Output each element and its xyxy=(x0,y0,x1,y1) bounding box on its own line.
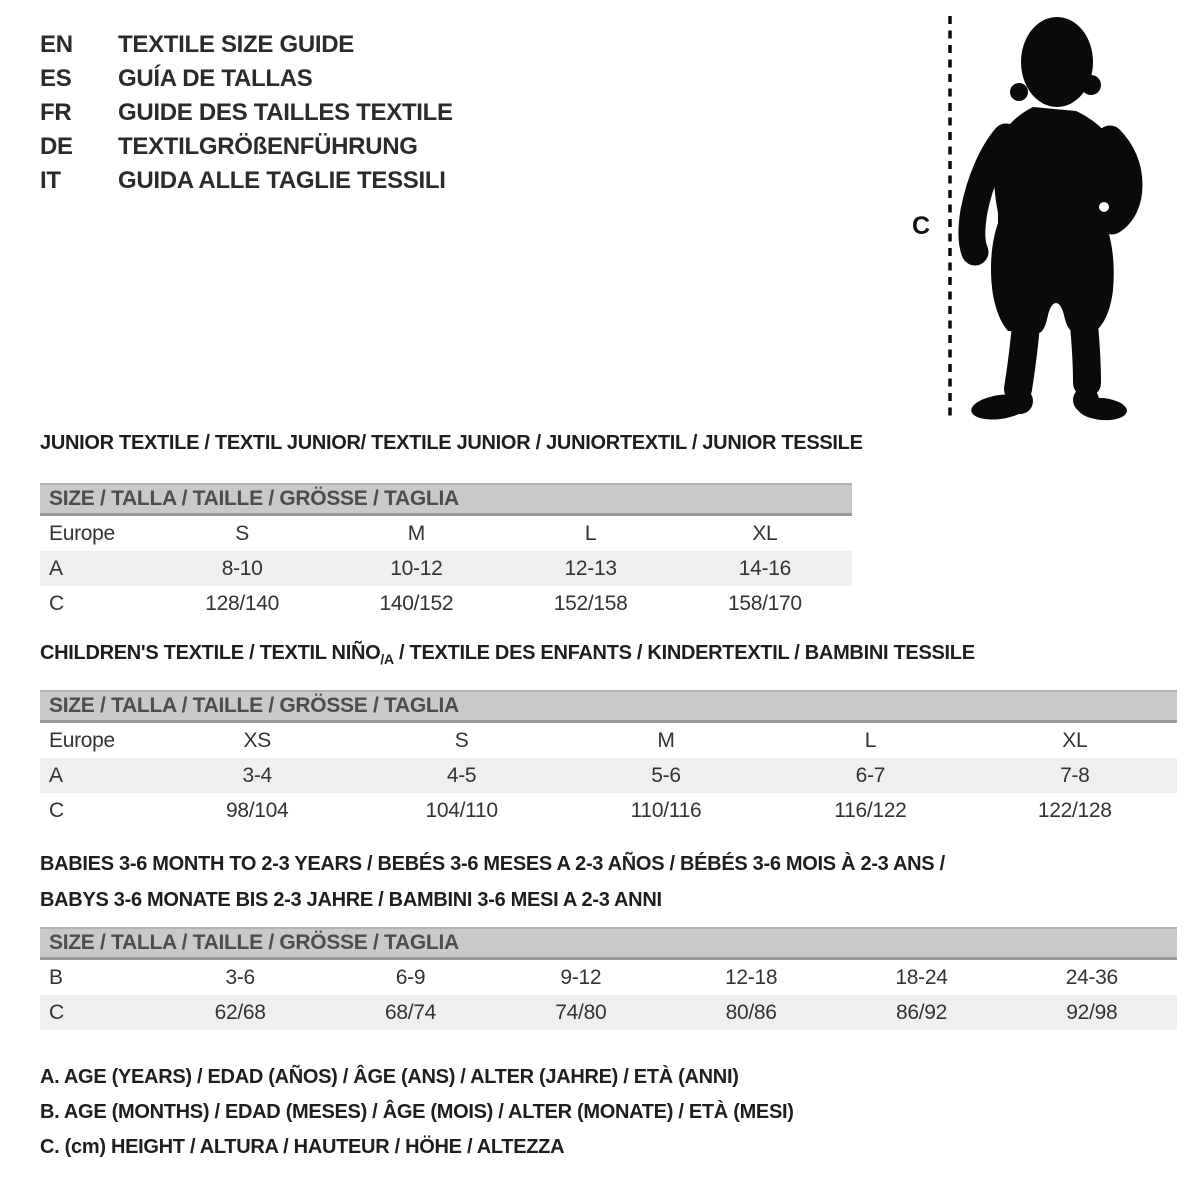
table-row-height-cm xyxy=(40,793,1177,828)
language-row-fr xyxy=(40,96,453,130)
table-row-age-years xyxy=(40,551,852,586)
table-row-height-cm xyxy=(40,995,1177,1030)
row-label: C xyxy=(49,591,64,615)
language-code: FR xyxy=(40,99,72,126)
height-cell: 98/104 xyxy=(225,798,289,822)
age-cell: 7-8 xyxy=(1060,763,1090,787)
title-line-1: BABIES 3-6 MONTH TO 2-3 YEARS / BEBÉS 3-6 MESES A 2-3 AÑOS / BÉBÉS 3-6 MOIS À 2-3 ANS / xyxy=(40,853,945,875)
table-row-age-years xyxy=(40,758,1177,793)
table-row-europe xyxy=(40,516,852,551)
language-row-it xyxy=(40,164,453,198)
age-cell: 3-6 xyxy=(225,965,255,989)
age-cell: 6-9 xyxy=(395,965,426,989)
size-table-children xyxy=(40,690,1177,828)
height-cell: 110/116 xyxy=(630,798,702,822)
guide-title: TEXTILE SIZE GUIDE xyxy=(118,31,354,58)
language-title-list xyxy=(40,28,453,198)
age-cell: 12-18 xyxy=(725,965,778,989)
guide-title: TEXTILGRÖßENFÜHRUNG xyxy=(118,133,418,160)
language-code: IT xyxy=(40,167,61,194)
language-row-en xyxy=(40,28,453,62)
table-row-europe xyxy=(40,723,1177,758)
section-title-children xyxy=(40,642,975,667)
title-text: / TEXTILE DES ENFANTS / KINDERTEXTIL / BAMBINI TESSILE xyxy=(393,642,975,664)
age-cell: 3-4 xyxy=(242,763,272,787)
row-label: A xyxy=(49,763,63,787)
height-cell: 152/158 xyxy=(553,591,628,615)
height-cell: 74/80 xyxy=(555,1000,607,1024)
language-code: DE xyxy=(40,133,73,160)
size-header-bar: SIZE / TALLA / TAILLE / GRÖSSE / TAGLIA xyxy=(40,483,852,516)
size-cell: XL xyxy=(752,521,778,545)
size-cell: L xyxy=(584,521,597,545)
size-cell: M xyxy=(657,728,675,752)
size-cell: S xyxy=(235,521,249,545)
height-cell: 104/110 xyxy=(425,798,498,822)
row-label: C xyxy=(49,798,64,822)
height-cell: 122/128 xyxy=(1037,798,1112,822)
section-title-junior: JUNIOR TEXTILE / TEXTIL JUNIOR/ TEXTILE JUNIOR / JUNIORTEXTIL / JUNIOR TESSILE xyxy=(40,432,863,454)
size-header-bar: SIZE / TALLA / TAILLE / GRÖSSE / TAGLIA xyxy=(40,690,1177,723)
height-cell: 140/152 xyxy=(379,591,454,615)
row-label: B xyxy=(49,965,63,989)
height-cell: 128/140 xyxy=(205,591,280,615)
age-cell: 9-12 xyxy=(560,965,602,989)
age-cell: 4-5 xyxy=(446,763,477,787)
height-cell: 68/74 xyxy=(384,1000,437,1024)
age-cell: 8-10 xyxy=(221,556,263,580)
age-cell: 12-13 xyxy=(564,556,617,580)
size-cell: S xyxy=(454,728,469,752)
height-cell: 158/170 xyxy=(727,591,802,615)
legend-age-months: B. AGE (MONTHS) / EDAD (MESES) / ÂGE (MOIS) / ALTER (MONATE) / ETÀ (MESI) xyxy=(40,1101,794,1123)
guide-title: GUIDE DES TAILLES TEXTILE xyxy=(118,99,453,126)
legend xyxy=(40,1060,794,1165)
height-cell: 80/86 xyxy=(725,1000,777,1024)
title-line-2: BABYS 3-6 MONATE BIS 2-3 JAHRE / BAMBINI 3-6 MESI A 2-3 ANNI xyxy=(40,889,662,911)
legend-age-years: A. AGE (YEARS) / EDAD (AÑOS) / ÂGE (ANS) / ALTER (JAHRE) / ETÀ (ANNI) xyxy=(40,1066,739,1088)
row-label: A xyxy=(49,556,63,580)
size-table-babies xyxy=(40,927,1177,1030)
age-cell: 5-6 xyxy=(651,763,681,787)
age-cell: 6-7 xyxy=(855,763,886,787)
size-header-bar: SIZE / TALLA / TAILLE / GRÖSSE / TAGLIA xyxy=(40,927,1177,960)
height-cell: 86/92 xyxy=(895,1000,948,1024)
height-measure-figure xyxy=(900,0,1200,430)
row-label: Europe xyxy=(49,728,115,752)
size-cell: M xyxy=(407,521,425,545)
table-row-height-cm xyxy=(40,586,852,621)
language-code: EN xyxy=(40,31,73,58)
age-cell: 14-16 xyxy=(738,556,791,580)
title-text: CHILDREN'S TEXTILE / TEXTIL NIÑO xyxy=(40,642,381,664)
language-code: ES xyxy=(40,65,72,92)
guide-title: GUIDA ALLE TAGLIE TESSILI xyxy=(118,167,446,194)
measure-c-label: C xyxy=(912,212,930,240)
size-table-junior xyxy=(40,483,852,621)
language-row-es xyxy=(40,62,453,96)
size-cell: L xyxy=(864,728,877,752)
guide-title: GUÍA DE TALLAS xyxy=(118,65,313,92)
title-subscript: /A xyxy=(380,651,394,667)
toddler-silhouette-icon xyxy=(900,0,1200,430)
row-label: C xyxy=(49,1000,64,1024)
size-cell: XS xyxy=(243,728,271,752)
section-title-babies xyxy=(40,846,945,918)
height-cell: 62/68 xyxy=(214,1000,266,1024)
size-cell: XL xyxy=(1062,728,1088,752)
height-cell: 116/122 xyxy=(834,798,907,822)
row-label: Europe xyxy=(49,521,115,545)
age-cell: 24-36 xyxy=(1065,965,1118,989)
age-cell: 18-24 xyxy=(895,965,948,989)
height-cell: 92/98 xyxy=(1066,1000,1118,1024)
table-row-age-months xyxy=(40,960,1177,995)
legend-height-cm: C. (cm) HEIGHT / ALTURA / HAUTEUR / HÖHE / ALTEZZA xyxy=(40,1136,565,1158)
language-row-de xyxy=(40,130,453,164)
age-cell: 10-12 xyxy=(390,556,443,580)
